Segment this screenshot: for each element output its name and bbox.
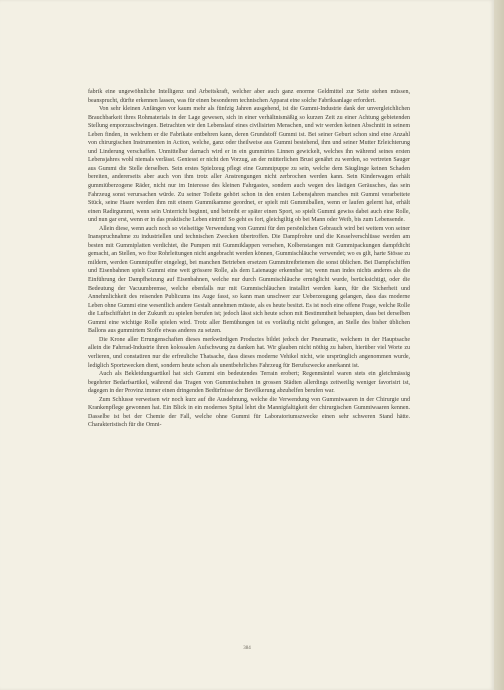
paragraph: fabrik eine ungewöhnliche Intelligenz und Arbeitskraft, welcher aber auch ganz enorme Geldmittel zur Seite stehen müssen, beansprucht, dürfte erkennen lassen, was für einen besonderen technischen Apparat eine solche Fabriksanlage erfordert. <box>88 89 410 104</box>
paragraph: Die Krone aller Errungenschaften dieses merkwürdigen Productes bildet jedoch der Pneumatic, welchem in der Hauptsache allein die Fahrrad-Industrie ihren kolossalen Aufschwung zu danken hat. Wir glauben nicht nöthig zu haben, hierüber viel Worte zu verlieren, und constatiren nur die erfreuliche Thatsache, dass dieses moderne Vehikel nicht, wie ursprünglich angenommen wurde, lediglich Sportzwecken dient, sondern heute schon als unentbehrliches Fahrzeug für Berufszwecke anerkannt ist. <box>88 336 410 369</box>
paragraph: Von sehr kleinen Anfängen vor kaum mehr als fünfzig Jahren ausgehend, ist die Gummi-Industrie dank der unvergleichlichen Brauchbarkeit ihres Rohmaterials in der Lage gewesen, sich in einer verhältnismäßig so kurzen Zeit zu einer Achtung gebietenden Stellung emporzuschwingen. Betrachten wir den Lebenslauf eines civilisirten Menschen, und wir werden keinen Abschnitt in seinem Leben finden, in welchem er die Fabrikate entbehren kann, deren Grundstoff Gummi ist. Bei seiner Geburt schon sind eine Anzahl von chirurgischen Instrumenten in Action, welche, ganz oder theilweise aus Gummi bestehend, ihm und seiner Mutter Erleichterung und Linderung verschaffen. Unmittelbar darnach wird er in ein gummirtes Linnen gewickelt, welches ihn während seines ersten Lebensjahres wohl niemals verlässt. Geniesst er nicht den Vorzug, an der mütterlichen Brust genährt zu werden, so vertreten Sauger aus Gummi die Stelle derselben. Sein erstes Spielzeug pflegt eine Gummipuppe zu sein, welche dem Säuglinge keinen Schaden bereiten, andererseits aber auch von ihm trotz aller Anstrengungen nicht zerbrochen werden kann. Sein Kinderwagen erhält gummiüberzogene Räder, nicht nur im Interesse des kleinen Fahrgastes, sondern auch wegen des lästigen Geräusches, das sein Fahrzeug sonst verursachen würde. Zu seiner Toilette gehört schon in den ersten Lebensjahren manches mit Gummi verarbeitete Stück, seine Haare werden ihm mit einem Gummikamme geordnet, er spielt mit Gummiballen, wenn er laufen gelernt hat, erhält einen Radirgummi, wenn sein Unterricht beginnt, und betreibt er später einen Sport, so spielt Gummi gewiss dabei auch eine Rolle, und nun gar erst, wenn er in das praktische Leben eintritt! So geht es fort, gleichgiltig ob bei Mann oder Weib, bis zum Lebensende. <box>88 106 410 224</box>
page-number: 384 <box>243 646 251 651</box>
body-text <box>88 88 410 430</box>
paragraph: Zum Schlusse verweisen wir noch kurz auf die Ausdehnung, welche die Verwendung von Gummiwaaren in der Chirurgie und Krankenpflege gewonnen hat. Ein Blick in ein modernes Spital lehrt die Mannigfaltigkeit der chirurgischen Gummiwaaren kennen. Dasselbe ist bei der Chemie der Fall, welche ohne Gummi für Laboratoriumszwecke einen sehr schweren Stand hätte. Charakteristisch für die Omni- <box>88 396 410 429</box>
paragraph: Allein diese, wenn auch noch so vielseitige Verwendung von Gummi für den persönlichen Gebrauch wird bei weitem von seiner Inanspruchnahme zu industriellen und technischen Zwecken übertroffen. Die Dampfrohre und die Kesselverschlüsse werden am besten mit Gummiplatten verdichtet, die Pumpen mit Gummiklappen versehen, Kolbenstangen mit Gummipackungen dampfdicht gemacht, an Stellen, wo fixe Rohrleitungen nicht angebracht werden können, Gummischläuche verwendet; wo es gilt, harte Stösse zu mildern, werden Gummipuffer eingelegt, bei manchen Betrieben ersetzen Gummitreibriemen die sonst üblichen. Bei Dampfschiffen und Eisenbahnen spielt Gummi eine weit grössere Rolle, als dem Laienauge erkennbar ist; wenn man indes nichts anderes als die Einführung der Dampfheizung auf Eisenbahnen, welche nur durch Gummischläuche ermöglicht wurde, berücksichtigt, oder die Bedeutung der Vacuumbremse, welche ebenfalls nur mit Gummischläuchen installirt werden kann, für die Sicherheit und Annehmlichkeit des reisenden Publicums ins Auge fasst, so kann man unschwer zur Ueberzeugung gelangen, dass das moderne Leben ohne Gummi eine wesentlich andere Gestalt annehmen müsste, als es heute besitzt. Es ist noch eine offene Frage, welche Rolle die Luftschiffahrt in der Zukunft zu spielen berufen ist; jedoch lässt sich heute schon mit Bestimmtheit behaupten, dass bei derselben Gummi eine wichtige Rolle spielen wird. Trotz aller Bemühungen ist es vorläufig nicht gelungen, an Stelle des bisher üblichen Ballons aus gummirtem Stoffe etwas anderes zu setzen. <box>88 225 410 335</box>
paragraph: Auch als Bekleidungsartikel hat sich Gummi ein bedeutendes Terrain erobert; Regenmäntel waren stets ein gleichmässig begehrter Bedarfsartikel, während das Tragen von Gummischuhen in grossen Städten allerdings zeitweilig weniger favorisirt ist, dagegen in der Provinz immer einen dringenden Bedürfnisse der Bevölkerung abzuhelfen berufen war. <box>88 371 410 395</box>
page-edge <box>494 0 504 690</box>
